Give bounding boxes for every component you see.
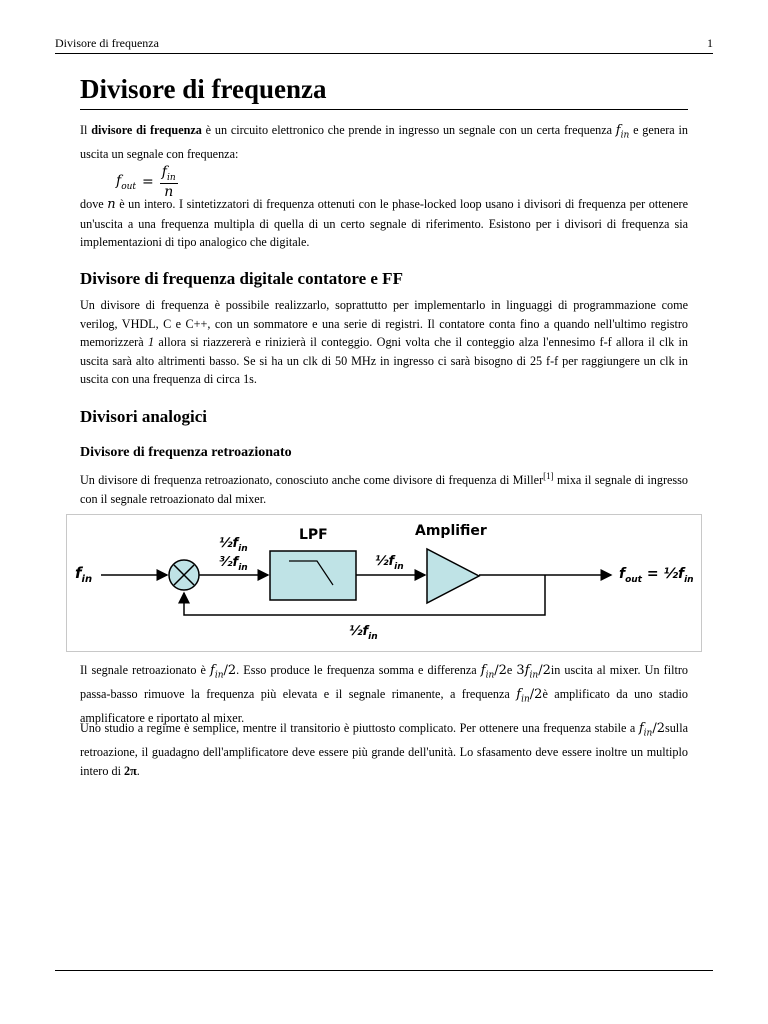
amplifier-icon xyxy=(427,549,479,603)
section-heading-digital: Divisore di frequenza digitale contatore e FF xyxy=(80,269,403,288)
page-number: 1 xyxy=(707,36,713,50)
text: Il xyxy=(80,123,92,137)
text: allora si riazzererà e rinizierà il conteggio. Ogni volta che il conteggio alza l'ennesimo f-f allora il clk in uscita sarà alto altrimenti basso. Se si ha un clk di 50 MHz in ingresso ci sarà bisogno di 25 f-f per raggiungere un clk in uscita con una frequenza di circa 1s. xyxy=(80,335,689,386)
running-header xyxy=(55,36,713,54)
text: è amplificato da uno stadio amplificatore e riportato al mixer. xyxy=(80,687,688,726)
text: e xyxy=(506,663,517,677)
footer-rule xyxy=(55,970,713,971)
math-fin-half-4: $f_{in}/2$ xyxy=(638,721,665,739)
feedback-paragraph-1 xyxy=(80,467,688,508)
text: Un divisore di frequenza è possibile realizzarlo, soprattutto per implementarlo in linguaggi di programmazione come verilog, VHDL, C e C++, con un sommatore e una serie di registri. Il contatore conta fino a quando nell'ultimo registro memorizzerà xyxy=(80,298,688,349)
italic-one: 1 xyxy=(147,335,155,349)
subsection-heading-feedback: Divisore di frequenza retroazionato xyxy=(80,445,292,460)
feedback-label: $\frac{1}{2}f_{in}$ xyxy=(349,624,378,642)
output-label: $f_{out}$ = $\frac{1}{2}f_{in}$ xyxy=(619,566,694,585)
math-n: n xyxy=(107,197,116,212)
text: in uscita al mixer. Un filtro passa-basso rimuove la frequenza più elevata e il segnale rimanente, a frequenza xyxy=(80,663,689,702)
text: Uno studio a regime è semplice, mentre il transitorio è piuttosto complicato. Per ottenere una frequenza stabile a xyxy=(80,721,639,735)
diagram-svg xyxy=(67,515,701,651)
lpf-output-label: $\frac{1}{2}f_{in}$ xyxy=(375,554,404,572)
math-three-fin-half: $3f_{in}/2$ xyxy=(516,663,551,681)
text: è un circuito elettronico che prende in ingresso un segnale con un certa frequenza xyxy=(201,123,616,137)
math-fin-half-1: $f_{in}/2$ xyxy=(210,663,237,681)
formula-eq: = xyxy=(142,173,154,190)
text: Il segnale retroazionato è xyxy=(80,663,211,677)
feedback-paragraph-3 xyxy=(80,719,688,780)
math-fin-half-2: $f_{in}/2$ xyxy=(480,663,507,681)
math-f-in: $f_{in}$ xyxy=(615,123,630,141)
text: dove xyxy=(80,197,108,211)
section-digital-paragraph xyxy=(80,296,688,389)
bold-two-pi: 2π xyxy=(124,763,137,778)
mixer-output-half-label: $\frac{1}{2}f_{in}$ xyxy=(219,536,248,554)
page-title: Divisore di frequenza xyxy=(80,72,688,110)
running-title: Divisore di frequenza xyxy=(55,36,159,50)
math-fin-half-3: $f_{in}/2$ xyxy=(516,687,543,705)
bold-term: divisore di frequenza xyxy=(91,123,202,137)
text: Un divisore di frequenza retroazionato, conosciuto anche come divisore di frequenza di Miller xyxy=(80,473,544,488)
feedback-path xyxy=(184,575,545,615)
formula-denominator: n xyxy=(164,183,174,200)
formula-numerator: $f_{in}$ xyxy=(161,164,176,183)
lpf-label: LPF xyxy=(299,527,328,543)
lpf-block xyxy=(270,551,356,600)
formula-lhs: $f_{out}$ xyxy=(116,172,137,192)
mixer-output-three-halves-label: $^3⁄_2f_{in}$ xyxy=(219,555,248,573)
text: e genera in uscita un segnale con frequenza: xyxy=(80,123,688,162)
text: mixa il segnale di ingresso con il segnale retroazionato dal mixer. xyxy=(80,473,689,506)
intro-paragraph xyxy=(80,121,688,164)
intro-paragraph-2 xyxy=(80,195,688,252)
miller-divisor-diagram xyxy=(66,514,702,652)
text: . Esso produce le frequenza somma e differenza xyxy=(236,663,481,677)
feedback-paragraph-2 xyxy=(80,661,688,728)
text: è un intero. I sintetizzatori di frequenza ottenuti con le phase-locked loop usano i divisori di frequenza per ottenere un'uscita a una frequenza multipla di quella di un certo segnale di riferimento. Esistono per i divisori di frequenza sia implementazioni di tipo analogico che digitale. xyxy=(80,197,688,249)
amplifier-label: Amplifier xyxy=(415,523,487,539)
reference-link[interactable]: [1] xyxy=(543,471,554,481)
section-heading-analog: Divisori analogici xyxy=(80,407,208,426)
text: sulla retroazione, il guadagno dell'amplificatore deve essere più grande dell'unità. Lo sfasamento deve essere inoltre un multiplo intero di xyxy=(80,721,688,778)
text: . xyxy=(136,763,140,778)
input-label: $f_{in}$ xyxy=(75,564,93,585)
